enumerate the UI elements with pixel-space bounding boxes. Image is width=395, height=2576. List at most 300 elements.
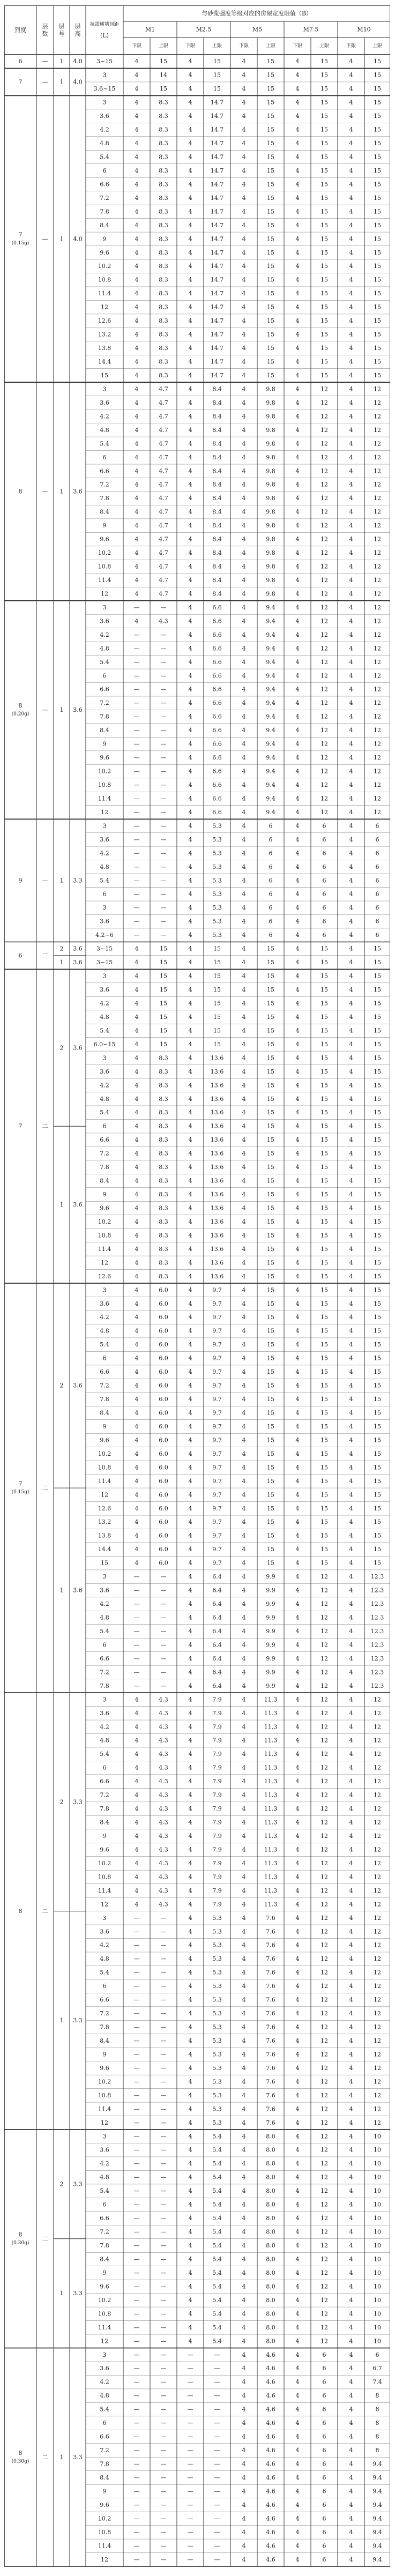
width-limit-cell: 4	[188, 1996, 192, 2004]
width-limit-cell: 12	[374, 2023, 381, 2031]
width-limit-cell: 4	[188, 1054, 192, 1062]
width-limit-cell: 12	[321, 1573, 328, 1581]
header-grade-m5: M5	[252, 26, 263, 33]
floor-no-cell: 2	[59, 1798, 64, 1806]
intensity-cell-accel: (0.30g)	[11, 2240, 29, 2246]
wall-spacing-cell: 10.2	[98, 2078, 111, 2086]
wall-spacing-cell: 13.2	[98, 1518, 111, 1526]
width-limit-cell: —	[160, 2392, 167, 2400]
width-limit-cell: 4	[295, 208, 300, 215]
wall-spacing-cell: 11.4	[98, 1245, 111, 1253]
width-limit-cell: 4	[135, 1532, 139, 1539]
width-limit-cell: 15	[374, 99, 381, 106]
wall-spacing-cell: 8.4	[100, 1409, 109, 1417]
width-limit-cell: 8.3	[159, 1122, 168, 1130]
width-limit-cell: 4	[349, 181, 353, 188]
width-limit-cell: 8.0	[266, 2324, 275, 2331]
width-limit-cell: 15	[267, 58, 274, 65]
width-limit-cell: 15	[160, 1027, 167, 1034]
width-limit-cell: 4	[135, 221, 139, 229]
wall-spacing-cell: 9	[102, 522, 107, 530]
wall-spacing-cell: 9	[102, 740, 107, 748]
width-limit-cell: 15	[321, 1095, 328, 1103]
width-limit-cell: 8.0	[266, 2133, 275, 2140]
width-limit-cell: —	[160, 699, 167, 707]
width-limit-cell: 15	[267, 1436, 274, 1444]
width-limit-cell: 15	[321, 303, 328, 311]
width-limit-cell: 5.4	[212, 2173, 222, 2181]
wall-spacing-cell: 3.6	[100, 918, 109, 925]
width-limit-cell: 11.3	[264, 1751, 278, 1758]
width-limit-cell: 4	[135, 945, 139, 952]
width-limit-cell: —	[133, 2447, 140, 2454]
width-limit-cell: 4	[242, 2474, 246, 2481]
wall-spacing-cell: 9	[102, 1423, 107, 1430]
width-limit-cell: 15	[267, 1150, 274, 1157]
width-limit-cell: 15	[321, 1272, 328, 1280]
width-limit-cell: 4	[188, 1259, 192, 1267]
width-limit-cell: 9.8	[266, 549, 275, 557]
width-limit-cell: 7.9	[212, 1723, 222, 1731]
width-limit-cell: 15	[321, 1546, 328, 1553]
width-limit-cell: 4	[295, 2269, 300, 2276]
header-group-title: 与砂浆强度等级对应的房屋宽度限值（B）	[201, 10, 312, 17]
width-limit-cell: 12	[374, 495, 381, 502]
width-limit-cell: 4	[295, 1054, 300, 1062]
width-limit-cell: 12	[374, 2064, 381, 2072]
width-limit-cell: 15	[267, 1082, 274, 1089]
width-limit-cell: —	[133, 1587, 140, 1594]
width-limit-cell: 4	[242, 1559, 246, 1567]
width-limit-cell: 15	[267, 1177, 274, 1185]
width-limit-cell: 15	[374, 986, 381, 994]
width-limit-cell: 15	[267, 1327, 274, 1335]
width-limit-cell: 11.3	[264, 1805, 278, 1813]
wall-spacing-cell: 10.8	[98, 1873, 111, 1881]
width-limit-cell: 4	[242, 1996, 246, 2004]
width-limit-cell: 6	[322, 2460, 326, 2468]
width-limit-cell: 4	[188, 604, 192, 611]
width-limit-cell: —	[133, 808, 140, 816]
total-floors-cell: 二	[42, 1122, 48, 1130]
width-limit-cell: 4	[349, 1655, 353, 1662]
width-limit-cell: 4	[135, 495, 139, 502]
width-limit-cell: 4	[295, 2037, 300, 2045]
width-limit-cell: —	[187, 2542, 193, 2550]
width-limit-cell: 4	[135, 1546, 139, 1553]
wall-spacing-cell: 4.2	[100, 2378, 109, 2386]
width-limit-cell: 4	[135, 140, 139, 147]
width-limit-cell: 4	[295, 1354, 300, 1362]
width-limit-cell: —	[133, 645, 140, 652]
width-limit-cell: 4	[188, 576, 192, 584]
width-limit-cell: 4	[349, 1423, 353, 1430]
width-limit-cell: 6.6	[212, 672, 222, 680]
width-limit-cell: 4	[349, 2542, 353, 2550]
width-limit-cell: 4	[188, 2037, 192, 2045]
width-limit-cell: 9.7	[212, 1505, 222, 1512]
width-limit-cell: —	[160, 863, 167, 870]
width-limit-cell: 10	[374, 2283, 381, 2290]
width-limit-cell: 4	[295, 290, 300, 297]
width-limit-cell: 4	[242, 1914, 246, 1922]
width-limit-cell: —	[160, 2447, 167, 2454]
width-limit-cell: 15	[374, 1423, 381, 1430]
width-limit-cell: 4.6	[266, 2365, 275, 2372]
width-limit-cell: 5.4	[212, 2310, 222, 2318]
width-limit-cell: 6.6	[212, 604, 222, 611]
width-limit-cell: 12	[374, 1983, 381, 1990]
width-limit-cell: 12	[321, 2201, 328, 2208]
width-limit-cell: 12	[374, 1969, 381, 1976]
width-limit-cell: 14.7	[210, 331, 224, 338]
width-limit-cell: 9.4	[372, 2474, 382, 2481]
width-limit-cell: 4	[295, 1969, 300, 1976]
width-limit-cell: 8.3	[159, 167, 168, 174]
width-limit-cell: 4	[295, 2051, 300, 2058]
width-limit-cell: 8.3	[159, 1272, 168, 1280]
width-limit-cell: 15	[321, 1409, 328, 1417]
width-limit-cell: 15	[267, 1464, 274, 1471]
width-limit-cell: 15	[321, 1396, 328, 1403]
wall-spacing-cell: 5.4	[100, 1341, 109, 1349]
width-limit-cell: 5.3	[212, 1996, 222, 2004]
width-limit-cell: 4	[188, 317, 192, 325]
width-limit-cell: 4.7	[159, 453, 168, 461]
width-limit-cell: 12	[321, 740, 328, 748]
width-limit-cell: 4	[295, 1396, 300, 1403]
width-limit-cell: 4	[188, 904, 192, 912]
width-limit-cell: 4	[349, 1819, 353, 1826]
width-limit-cell: 15	[160, 959, 167, 966]
width-limit-cell: 15	[321, 1068, 328, 1075]
width-limit-cell: 4	[188, 153, 192, 161]
wall-spacing-cell: 5.4	[100, 153, 109, 161]
width-limit-cell: 4	[295, 1641, 300, 1649]
width-limit-cell: 9.9	[266, 1587, 275, 1594]
width-limit-cell: 15	[374, 1354, 381, 1362]
width-limit-cell: 10	[374, 2133, 381, 2140]
width-limit-cell: 4	[242, 972, 246, 980]
width-limit-cell: 12	[321, 1914, 328, 1922]
wall-spacing-cell: 6	[102, 1354, 107, 1362]
width-limit-cell: 4	[242, 1791, 246, 1799]
width-limit-cell: —	[160, 2064, 167, 2072]
width-limit-cell: 4	[295, 1887, 300, 1894]
width-limit-cell: 15	[213, 1027, 221, 1034]
width-limit-cell: 4	[242, 481, 246, 488]
width-limit-cell: 4	[188, 1423, 192, 1430]
width-limit-cell: 4.7	[159, 399, 168, 406]
width-limit-cell: 12.3	[370, 1600, 384, 1608]
width-limit-cell: 4	[295, 1136, 300, 1144]
width-limit-cell: 4	[135, 263, 139, 270]
width-limit-cell: 4	[295, 1122, 300, 1130]
width-limit-cell: 15	[267, 1204, 274, 1212]
width-limit-cell: 15	[321, 126, 328, 133]
width-limit-cell: 4	[135, 317, 139, 325]
width-limit-cell: 4	[242, 945, 246, 952]
width-limit-cell: 4	[242, 850, 246, 857]
width-limit-cell: 12	[321, 590, 328, 598]
width-limit-cell: 4	[349, 2119, 353, 2126]
width-limit-cell: 6.6	[212, 686, 222, 693]
width-limit-cell: —	[214, 2378, 220, 2386]
width-limit-cell: 4	[242, 2515, 246, 2522]
width-limit-cell: —	[214, 2501, 220, 2508]
width-limit-cell: —	[160, 2419, 167, 2427]
width-limit-cell: 15	[267, 1232, 274, 1239]
width-limit-cell: 4	[242, 1546, 246, 1553]
width-limit-cell: 6.0	[159, 1396, 168, 1403]
width-limit-cell: —	[160, 1969, 167, 1976]
wall-spacing-cell: 6.6	[100, 686, 109, 693]
width-limit-cell: 4	[135, 371, 139, 379]
width-limit-cell: 4	[242, 1436, 246, 1444]
wall-spacing-cell: 11.4	[98, 795, 111, 802]
width-limit-cell: 4	[349, 1941, 353, 1949]
width-limit-cell: 8.3	[159, 1136, 168, 1144]
width-limit-cell: 4	[188, 1846, 192, 1853]
width-limit-cell: 4.6	[266, 2556, 275, 2563]
width-limit-cell: 12	[374, 508, 381, 516]
width-limit-cell: 15	[321, 194, 328, 202]
width-limit-cell: 4	[188, 1819, 192, 1826]
width-limit-cell: 4	[188, 1477, 192, 1485]
wall-spacing-cell: 3.6	[100, 617, 109, 625]
width-limit-cell: —	[133, 822, 140, 830]
width-limit-cell: 15	[267, 1040, 274, 1048]
width-limit-cell: 4	[188, 1778, 192, 1785]
wall-spacing-cell: 5.4	[100, 440, 109, 448]
width-limit-cell: 4	[188, 1040, 192, 1048]
width-limit-cell: 15	[267, 1505, 274, 1512]
width-limit-cell: 4	[135, 986, 139, 994]
width-limit-cell: 15	[321, 1327, 328, 1335]
width-limit-cell: 4	[295, 1327, 300, 1335]
width-limit-cell: 4	[242, 1191, 246, 1198]
width-limit-cell: 15	[374, 1477, 381, 1485]
width-limit-cell: 7.9	[212, 1873, 222, 1881]
width-limit-cell: 4	[295, 413, 300, 420]
width-limit-cell: 4	[242, 1272, 246, 1280]
width-limit-cell: 4.7	[159, 413, 168, 420]
width-limit-cell: 4	[242, 2528, 246, 2536]
width-limit-cell: 15	[321, 1232, 328, 1239]
width-limit-cell: —	[133, 781, 140, 789]
width-limit-cell: 4	[188, 345, 192, 352]
width-limit-cell: 15	[267, 1136, 274, 1144]
wall-spacing-cell: 10.2	[98, 1218, 111, 1225]
width-limit-cell: —	[160, 2460, 167, 2468]
width-limit-cell: 15	[321, 317, 328, 325]
width-limit-cell: 4	[349, 1000, 353, 1007]
width-limit-cell: 4.3	[159, 1696, 168, 1703]
width-limit-cell: 4	[188, 1136, 192, 1144]
wall-spacing-cell: 10.2	[98, 549, 111, 557]
width-limit-cell: 4	[242, 1423, 246, 1430]
width-limit-cell: 9.4	[266, 604, 275, 611]
width-limit-cell: 8	[375, 2406, 379, 2413]
width-limit-cell: 4	[349, 522, 353, 530]
width-limit-cell: 15	[321, 986, 328, 994]
width-limit-cell: 4	[295, 1669, 300, 1676]
width-limit-cell: 15	[213, 1013, 221, 1021]
width-limit-cell: 4	[349, 918, 353, 925]
width-limit-cell: 7.6	[266, 1969, 275, 1976]
width-limit-cell: 9.4	[266, 658, 275, 666]
width-limit-cell: 9.7	[212, 1491, 222, 1499]
width-limit-cell: 4	[349, 740, 353, 748]
width-limit-cell: 4	[349, 1723, 353, 1731]
width-limit-cell: 9.9	[266, 1627, 275, 1635]
width-limit-cell: 4	[242, 522, 246, 530]
width-limit-cell: 15	[267, 1068, 274, 1075]
width-limit-cell: 4	[135, 1409, 139, 1417]
width-limit-cell: 15	[267, 1259, 274, 1267]
wall-spacing-cell: 3~15	[96, 58, 113, 65]
width-limit-cell: 4	[188, 2187, 192, 2195]
width-limit-cell: 7.6	[266, 1928, 275, 1935]
floor-no-cell: 1	[59, 959, 64, 966]
width-limit-cell: —	[160, 850, 167, 857]
width-limit-cell: 4	[349, 576, 353, 584]
wall-spacing-cell: 4.8	[100, 2173, 109, 2181]
width-limit-cell: 5.3	[212, 2037, 222, 2045]
width-limit-cell: 4	[295, 1791, 300, 1799]
width-limit-cell: 12	[374, 399, 381, 406]
width-limit-cell: 15	[321, 1013, 328, 1021]
width-limit-cell: 4	[135, 1859, 139, 1867]
wall-spacing-cell: 7.2	[100, 2010, 109, 2017]
width-limit-cell: 12	[321, 1941, 328, 1949]
width-limit-cell: 15	[374, 194, 381, 202]
wall-spacing-cell: 6	[102, 1764, 107, 1771]
width-limit-cell: 6	[269, 890, 273, 898]
width-limit-cell: 12	[321, 1778, 328, 1785]
width-limit-cell: 15	[160, 1040, 167, 1048]
width-limit-cell: 4	[349, 140, 353, 147]
width-limit-cell: —	[160, 1641, 167, 1649]
width-limit-cell: —	[160, 2283, 167, 2290]
width-limit-cell: 4	[188, 413, 192, 420]
width-limit-cell: 4	[188, 658, 192, 666]
width-limit-cell: 4	[242, 1109, 246, 1116]
width-limit-cell: 9.8	[266, 426, 275, 434]
wall-spacing-cell: 3~15	[96, 945, 113, 952]
width-limit-cell: 6.4	[212, 1600, 222, 1608]
width-limit-cell: 8.0	[266, 2187, 275, 2195]
width-limit-cell: —	[133, 2324, 140, 2331]
width-limit-cell: —	[160, 2187, 167, 2195]
width-limit-cell: —	[214, 2515, 220, 2522]
width-limit-cell: 8.4	[212, 495, 222, 502]
width-limit-cell: 15	[267, 371, 274, 379]
width-limit-cell: 9.9	[266, 1669, 275, 1676]
width-limit-cell: 4	[349, 686, 353, 693]
width-limit-cell: 4	[242, 2460, 246, 2468]
width-limit-cell: 15	[321, 1218, 328, 1225]
width-limit-cell: 8.3	[159, 249, 168, 256]
wall-spacing-cell: 8.4	[100, 1177, 109, 1185]
width-limit-cell: 4	[349, 1682, 353, 1689]
width-limit-cell: —	[187, 2488, 193, 2495]
width-limit-cell: 4	[242, 2187, 246, 2195]
width-limit-cell: 4	[349, 1382, 353, 1389]
width-limit-cell: —	[214, 2474, 220, 2481]
width-limit-cell: —	[187, 2474, 193, 2481]
width-limit-cell: 4	[135, 358, 139, 366]
width-limit-cell: —	[160, 932, 167, 939]
width-limit-cell: 6	[322, 2378, 326, 2386]
width-limit-cell: —	[187, 2460, 193, 2468]
width-limit-cell: 7.6	[266, 1996, 275, 2004]
width-limit-cell: 4	[188, 2215, 192, 2222]
width-limit-cell: 4	[242, 2146, 246, 2154]
wall-spacing-cell: 12	[101, 2337, 108, 2345]
width-limit-cell: 6	[375, 918, 379, 925]
width-limit-cell: 12	[374, 2051, 381, 2058]
width-limit-cell: 4	[135, 467, 139, 475]
width-limit-cell: 15	[374, 1109, 381, 1116]
width-limit-cell: 8.0	[266, 2255, 275, 2263]
width-limit-cell: 4	[188, 1191, 192, 1198]
width-limit-cell: 15	[321, 1054, 328, 1062]
width-limit-cell: 4	[135, 1423, 139, 1430]
width-limit-cell: 12	[374, 808, 381, 816]
floor-height-cell: 3.6	[73, 488, 83, 495]
intensity-cell-accel: (0.30g)	[11, 2459, 29, 2465]
width-limit-cell: —	[160, 1627, 167, 1635]
wall-spacing-cell: 12	[101, 303, 108, 311]
width-limit-cell: 4	[349, 453, 353, 461]
width-limit-cell: 4	[242, 1983, 246, 1990]
width-limit-cell: —	[187, 2392, 193, 2400]
width-limit-cell: 4.3	[159, 1846, 168, 1853]
wall-spacing-cell: 4.8	[100, 1614, 109, 1621]
width-limit-cell: 14.7	[210, 99, 224, 106]
width-limit-cell: 12	[321, 2296, 328, 2304]
width-limit-cell: 4	[242, 2296, 246, 2304]
width-limit-cell: 6	[322, 2392, 326, 2400]
width-limit-cell: 4	[242, 1682, 246, 1689]
width-limit-cell: 4	[135, 290, 139, 297]
width-limit-cell: 4	[295, 276, 300, 284]
width-limit-cell: 4	[295, 1778, 300, 1785]
width-limit-cell: 4	[242, 781, 246, 789]
width-limit-cell: 4	[242, 1969, 246, 1976]
width-limit-cell: 4	[242, 413, 246, 420]
width-limit-cell: —	[133, 658, 140, 666]
width-limit-cell: 4	[242, 126, 246, 133]
width-limit-cell: 4	[242, 440, 246, 448]
width-limit-cell: 4	[188, 1327, 192, 1335]
width-limit-cell: —	[133, 1914, 140, 1922]
width-limit-cell: 12	[321, 631, 328, 638]
width-limit-cell: 8.3	[159, 331, 168, 338]
wall-spacing-cell: 5.4	[100, 2406, 109, 2413]
width-limit-cell: 13.6	[210, 1054, 224, 1062]
width-limit-cell: 4	[135, 167, 139, 174]
wall-spacing-cell: 5.4	[100, 2187, 109, 2195]
width-limit-cell: 4	[135, 453, 139, 461]
intensity-cell: 9	[18, 877, 23, 884]
width-limit-cell: 4	[242, 1204, 246, 1212]
wall-spacing-cell: 6.6	[100, 1368, 109, 1376]
width-limit-cell: 4	[242, 1150, 246, 1157]
wall-spacing-cell: 4.2	[100, 2160, 109, 2168]
width-limit-cell: 8.3	[159, 303, 168, 311]
